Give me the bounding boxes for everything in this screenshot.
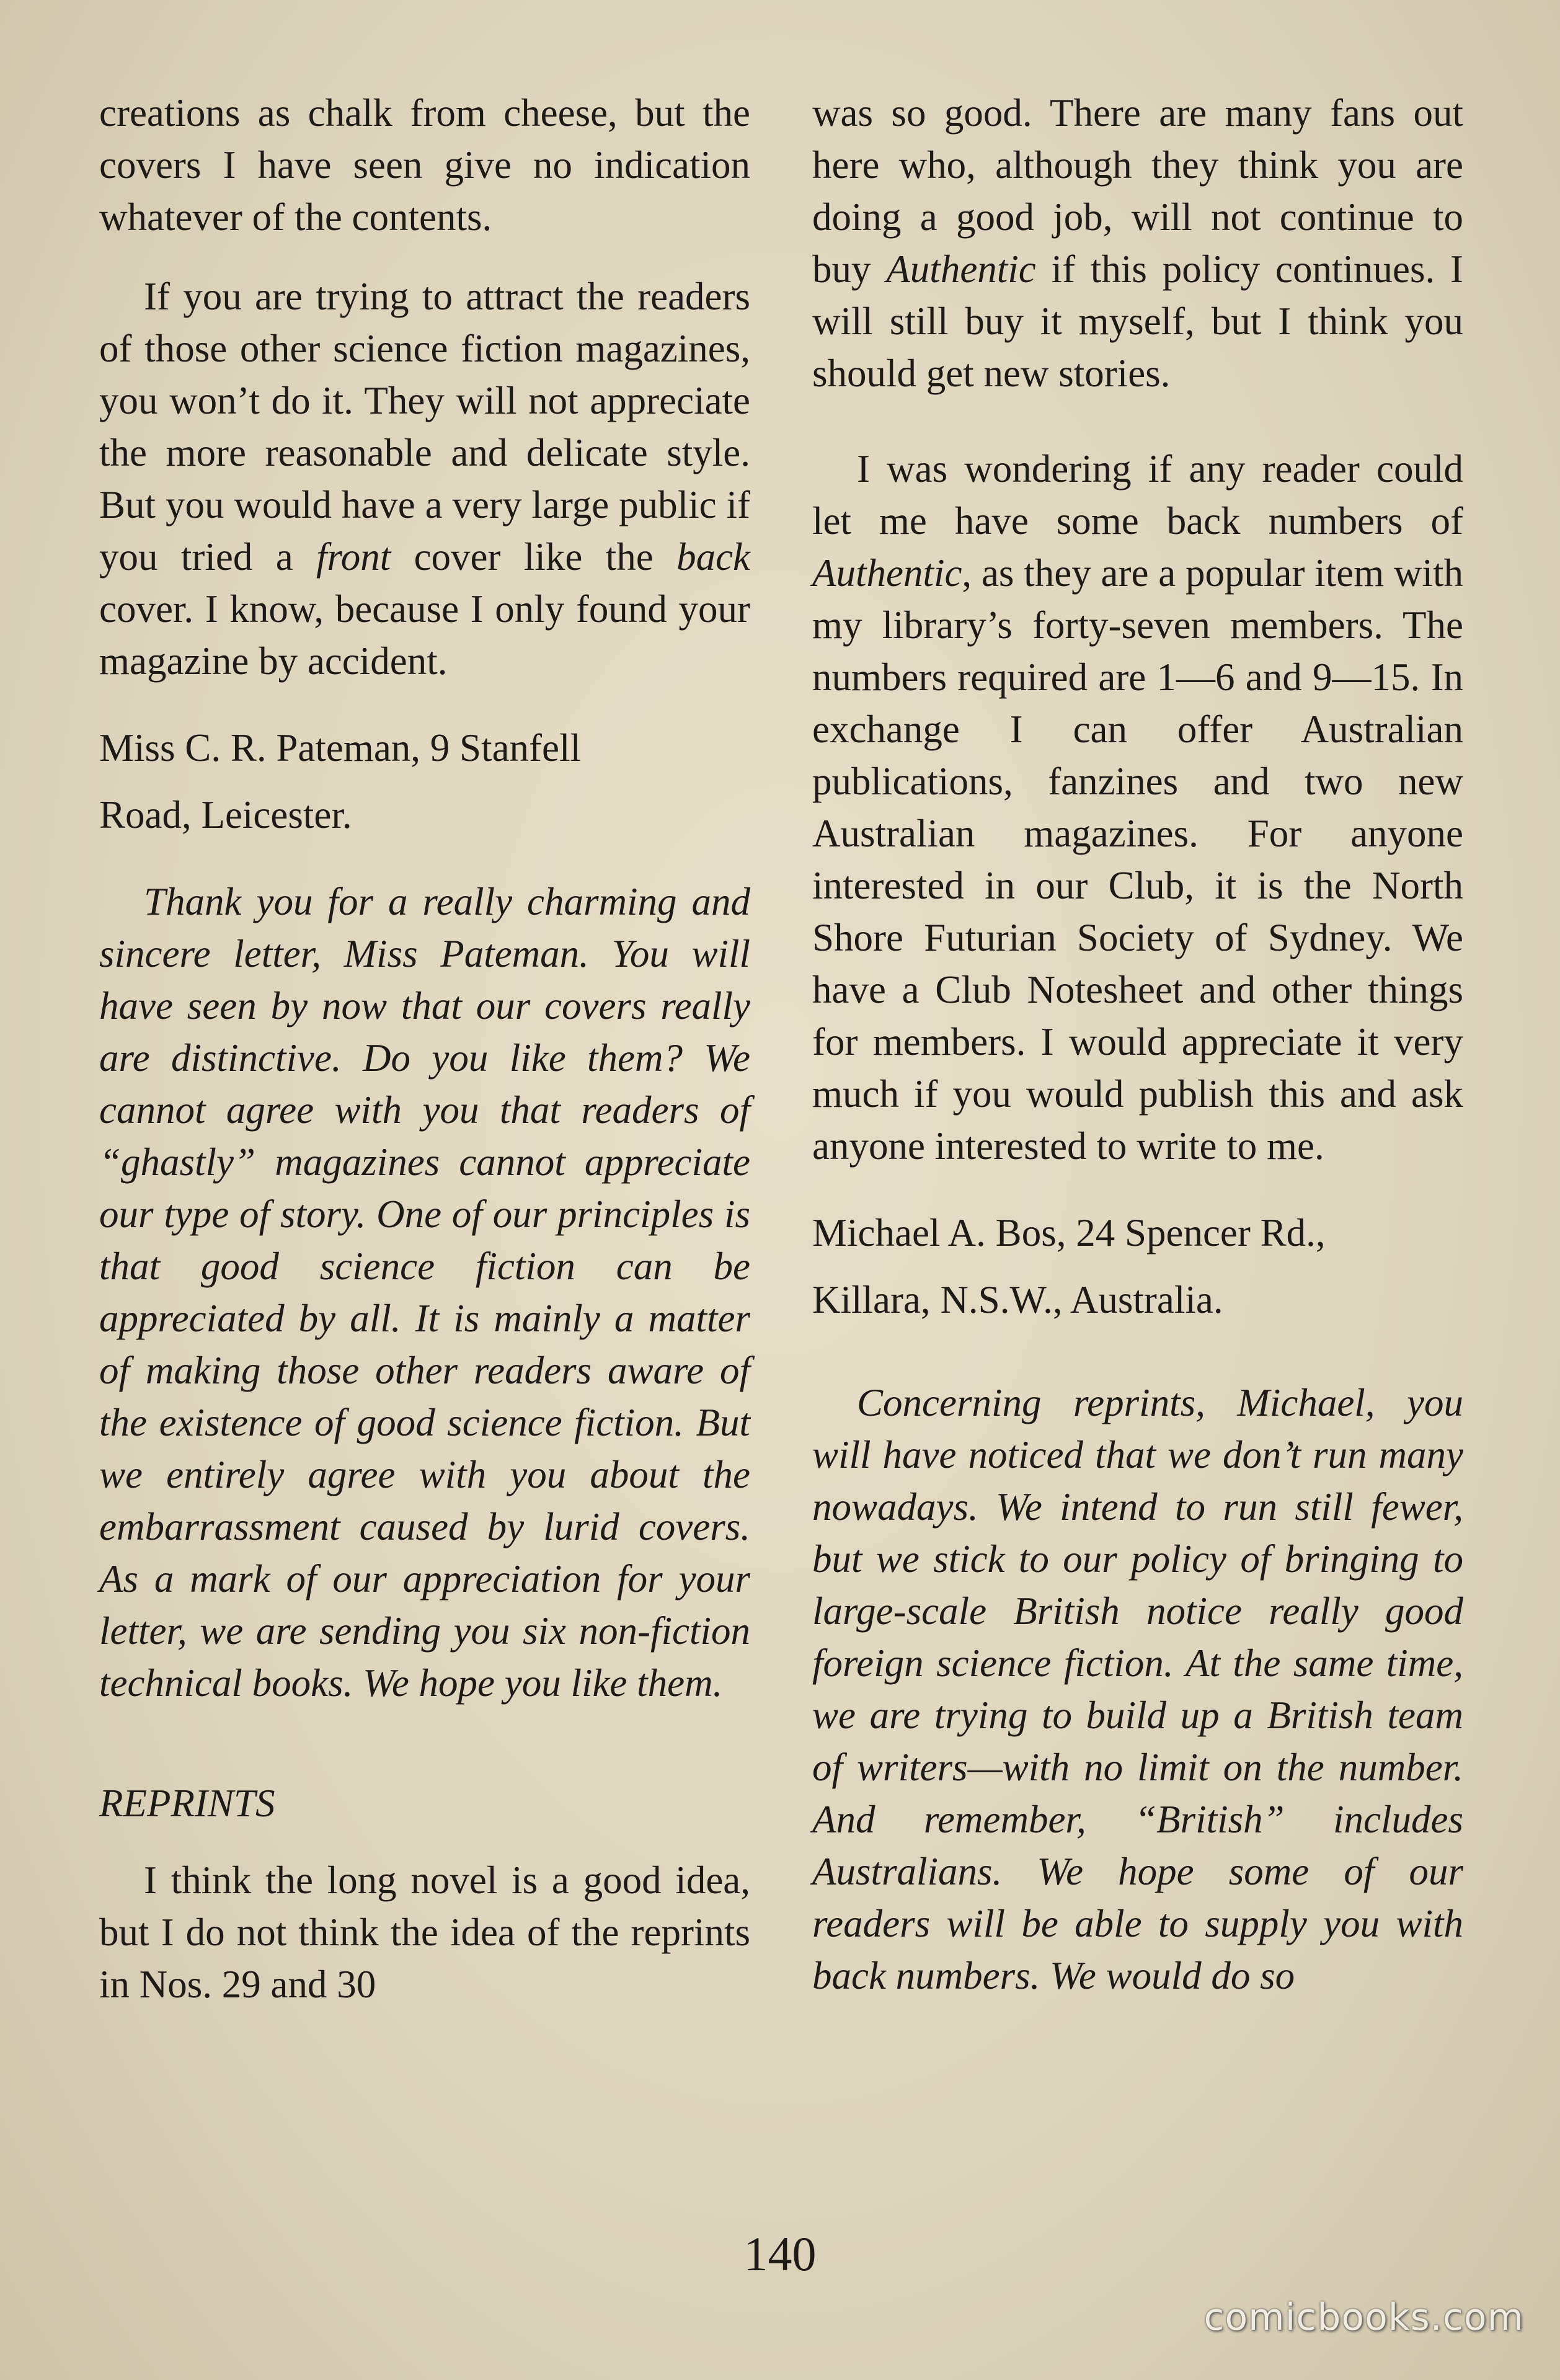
- editor-reply-bos: Concerning reprints, Michael, you will have noticed that we don’t run many nowadays. We intend to run still fewer, but we stick to our policy of bringing to large-scale British notice really good foreign science fiction. At the same time, we are trying to build up a British team of writers—with no limit on the number. And remember, “British” includes Australians. We hope some of our readers will be able to supply you with back numbers. We would do so: [812, 1381, 1463, 1997]
- signature-pateman: Miss C. R. Pateman, 9 Stanfell Road, Leicester.: [99, 726, 581, 837]
- left-column: [99, 87, 750, 2010]
- section-heading-reprints: REPRINTS: [99, 1782, 275, 1825]
- emphasis-authentic-2: Authentic: [812, 551, 962, 595]
- page-number: 140: [743, 2227, 817, 2281]
- left-paragraph-reprints: I think the long novel is a good idea, but I do not think the idea of the reprints in Nos. 29 and 30: [99, 1858, 750, 2006]
- signature-bos: Michael A. Bos, 24 Spencer Rd., Killara, N.S.W., Australia.: [812, 1211, 1326, 1321]
- emphasis-front: front: [316, 535, 391, 579]
- right-paragraph-continuation: was so good. There are many fans out here who, although they think you are doing a good job, will not continue to buy Authentic if this policy continues. I will still buy it myself, but I think you should get new stories.: [812, 91, 1464, 395]
- emphasis-back: back: [676, 535, 750, 579]
- left-paragraph-covers: If you are trying to attract the readers of those other science fiction magazines, you won’t do it. They will not appreciate the more reasonable and delicate style. But you would have a very large public if you tried a front cover like the back cover. I know, because I only found your magazine by accident.: [99, 275, 750, 683]
- editor-reply-pateman: Thank you for a really charming and sincere letter, Miss Pateman. You will have seen by now that our covers really are distinctive. Do you like them? We cannot agree with you that readers of “ghastly” magazines cannot appreciate our type of story. One of our principles is that good science fiction can be appreciated by all. It is mainly a matter of making those other readers aware of the existence of good science fiction. But we entirely agree with you about the embarrassment caused by lurid covers. As a mark of our appreciation for your letter, we are sending you six non-fiction technical books. We hope you like them.: [99, 880, 750, 1705]
- emphasis-authentic: Authentic: [886, 247, 1036, 291]
- watermark-logo: comicbooks.com: [1203, 2296, 1524, 2339]
- left-paragraph-continuation: creations as chalk from cheese, but the covers I have seen give no indication whatever of the contents.: [99, 91, 750, 239]
- right-column: [812, 87, 1463, 2002]
- right-paragraph-back-numbers: I was wondering if any reader could let me have some back numbers of Authentic, as they are a popular item with my library’s forty-seven members. The numbers required are 1—6 and 9—15. In exchange I can offer Australian publications, fanzines and two new Australian magazines. For anyone interested in our Club, it is the North Shore Futurian Society of Sydney. We have a Club Notesheet and other things for members. I would appreciate it very much if you would publish this and ask anyone interested to write to me.: [812, 447, 1463, 1168]
